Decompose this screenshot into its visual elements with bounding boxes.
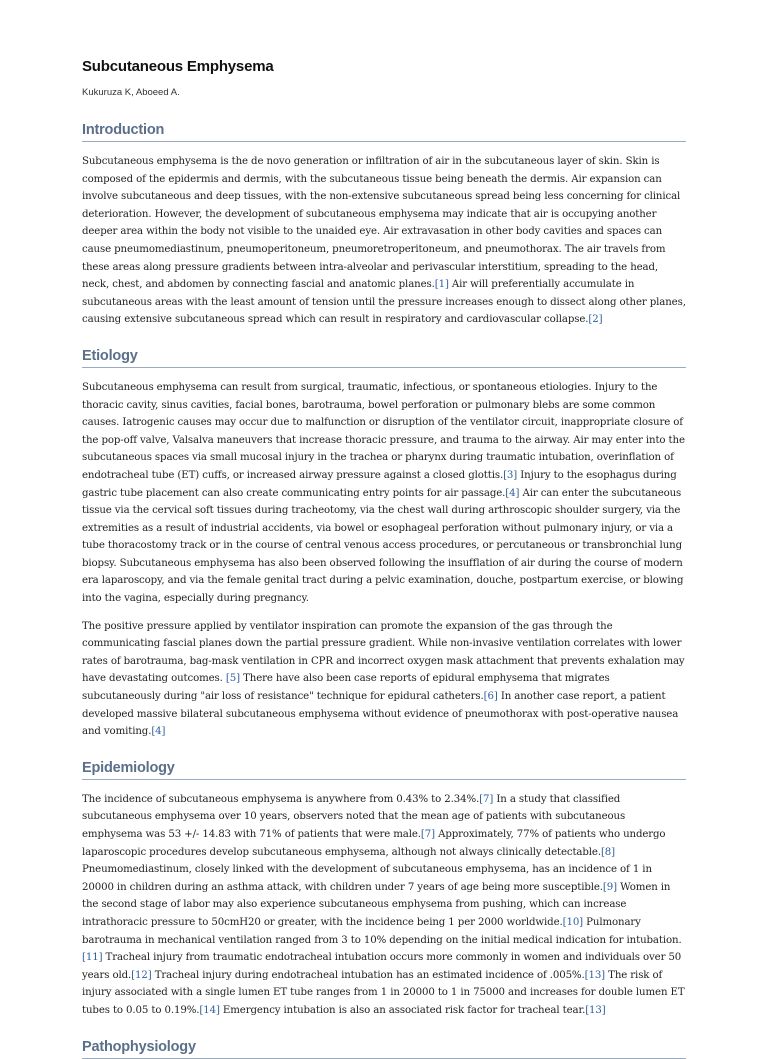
section-introduction [82,121,686,329]
paragraph-text: Women in the second stage of labor may also experience subcutaneous emphysema from pushing, which can increase intrathoracic pressure to 50cmH20 or greater, with the incidence being 1 per 2000 worldwide. [82,881,671,928]
citation-link[interactable]: [5] [225,673,240,685]
paragraph-text: Air will preferentially accumulate in subcutaneous areas with the least amount of tension until the pressure increases enough to dissect along other planes, causing extensive subcutaneous spread which can result in respiratory and cardiovascular collapse. [82,279,686,326]
section-epidemiology [82,759,686,1020]
paragraph-text: Air can enter the subcutaneous tissue via the cervical soft tissues during tracheotomy, via the chest wall during arthroscopic shoulder surgery, via the extremities as a result of industrial accidents, via bowel or esophageal perforation without pulmonary injury, or via a tube thoracostomy track or in the course of central venous access procedures, or percutaneous or transbronchial lung biopsy. Subcutaneous emphysema has also been observed following the insufflation of air during the course of modern era laparoscopy, and via the female genital tract during a pelvic examination, douche, postpartum exercise, or blowing into the vagina, especially during pregnancy. [82,487,684,605]
paragraph-text: The positive pressure applied by ventilator inspiration can promote the expansion of the gas through the communicating fascial planes down the partial pressure gradient. While non-invasive ventilation correlates with lower rates of barotrauma, bag-mask ventilation in CPR and incorrect oxygen mask attachment that prevents exhalation may have devastating outcomes. [82,620,685,685]
section-body [82,379,686,741]
page-title: Subcutaneous Emphysema [82,58,274,75]
paragraph-text: Tracheal injury during endotracheal intubation has an estimated incidence of .005%. [151,969,585,981]
section-heading: Epidemiology [82,759,686,780]
section-pathophysiology [82,1038,686,1059]
citation-link[interactable]: [10] [562,916,584,928]
citation-link[interactable]: [14] [199,1004,220,1016]
paragraph-text: Subcutaneous emphysema can result from surgical, traumatic, infectious, or spontaneous etiologies. Injury to the thoracic cavity, sinus cavities, facial bones, barotrauma, bowel perforation or pulmonary blebs are some common causes. Iatrogenic causes may occur due to malfunction or disruption of the ventilator circuit, inappropriate closure of the pop-off valve, Valsalva maneuvers that increase thoracic pressure, and trauma to the airway. Air may enter into the subcutaneous spaces via small mucosal injury in the trachea or pharynx during traumatic intubation, overinflation of endotracheal tube (ET) cuffs, or increased airway pressure against a closed glottis. [82,381,685,481]
citation-link[interactable]: [8] [600,846,616,858]
paragraph-text: Subcutaneous emphysema is the de novo generation or infiltration of air in the subcutaneous layer of skin. Skin is composed of the epidermis and dermis, with the subcutaneous tissue being beneath the dermis. Air expansion can involve subcutaneous and deep tissues, with the non-extensive subcutaneous spread being less concerning for clinical deterioration. However, the development of subcutaneous emphysema may indicate that air is occupying another deeper area within the body not visible to the unaided eye. Air extravasation in other body cavities and spaces can cause pneumomediastinum, pneumoperitoneum, pneumoretroperitoneum, and pneumothorax. The air travels from these areas along pressure gradients between intra-alveolar and perivascular interstitium, spreading to the head, neck, chest, and abdomen by connecting fascial and anatomic planes. [82,156,681,291]
paragraph-text: Emergency intubation is also an associated risk factor for tracheal tear. [219,1004,586,1016]
section-body [82,153,686,329]
citation-link[interactable]: [1] [434,279,449,291]
paragraph [82,379,686,608]
paragraph-text: The risk of injury associated with a single lumen ET tube ranges from 1 in 20000 to 1 in 75000 and increases for double lumen ET tubes to 0.05 to 0.19%. [82,969,685,1016]
paragraph [82,618,686,741]
citation-link[interactable]: [12] [131,969,152,981]
citation-link[interactable]: [6] [483,691,498,703]
paragraph-text: There have also been case reports of epidural emphysema that migrates subcutaneously during "air loss of resistance" technique for epidural catheters. [82,673,610,703]
citation-link[interactable]: [2] [588,314,603,326]
paragraph-text: Approximately, 77% of patients who undergo laparoscopic procedures develop subcutaneous emphysema, although not always clinically detectable. [82,829,666,858]
paragraph [82,153,686,329]
paragraph-text: In a study that classified subcutaneous emphysema over 10 years, observers noted that the mean age of patients with subcutaneous emphysema was 53 +/- 14.83 with 71% of patients that were male. [82,793,626,840]
citation-link[interactable]: [4] [151,726,166,738]
citation-link[interactable]: [3] [503,469,518,481]
paragraph-text: Tracheal injury from traumatic endotracheal intubation occurs more commonly in women and individuals over 50 years old. [82,952,682,981]
paragraph-text: Pneumomediastinum, closely linked with the development of subcutaneous emphysema, has an incidence of 1 in 20000 in children during an asthma attack, with children under 7 years of age being more susceptible. [82,864,652,893]
paragraph-text: In another case report, a patient developed massive bilateral subcutaneous emphysema without evidence of pneumothorax with post-operative nausea and vomiting. [82,691,679,738]
citation-link[interactable]: [7] [479,793,494,805]
citation-link[interactable]: [7] [420,829,435,840]
section-heading: Etiology [82,347,686,368]
paragraph [82,791,686,1020]
citation-link[interactable]: [4] [505,487,520,499]
citation-link[interactable]: [13] [585,1004,606,1016]
section-heading: Introduction [82,121,686,142]
section-heading: Pathophysiology [82,1038,686,1059]
section-etiology [82,347,686,741]
section-body [82,791,686,1020]
paragraph-text: Pulmonary barotrauma in mechanical ventilation ranged from 3 to 10% depending on the initial medical indication for intubation. [82,916,682,946]
paragraph-text: Injury to the esophagus during gastric tube placement can also create communicating entry points for air passage. [82,469,677,499]
citation-link[interactable]: [11] [82,952,103,964]
authors-line: Kukuruza K, Aboeed A. [82,87,180,98]
citation-link[interactable]: [9] [602,881,617,893]
paragraph-text: The incidence of subcutaneous emphysema is anywhere from 0.43% to 2.34%. [82,793,480,805]
citation-link[interactable]: [13] [584,969,606,981]
